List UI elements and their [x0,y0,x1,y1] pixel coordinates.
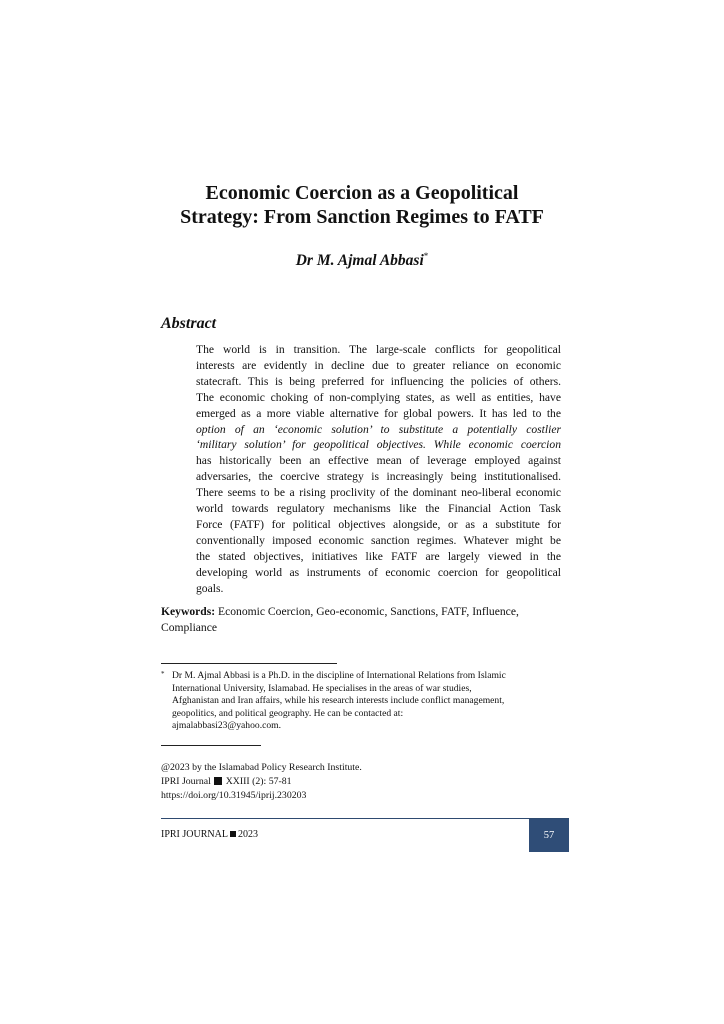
footnote-line: Dr M. Ajmal Abbasi is a Ph.D. in the discipline of International Relations from Islamic [172,670,506,681]
abstract-line: has historically been an effective mean of leverage employed against [196,454,561,468]
footnote-marker: * [161,670,165,678]
footer-journal: IPRI JOURNAL [161,829,228,840]
abstract-heading: Abstract [161,315,217,332]
square-bullet-icon [214,777,222,785]
title-line-1: Economic Coercion as a Geopolitical [205,182,519,204]
footnote-email[interactable]: ajmalabbasi23@yahoo.com. [172,720,282,732]
abstract-line: conventionally imposed economic sanction regimes. Whatever might be [196,533,561,547]
doi-link[interactable]: https://doi.org/10.31945/iprij.230203 [161,790,307,801]
keywords-text-continued: Compliance [161,621,218,634]
keywords-label: Keywords: [161,605,216,618]
abstract-line: Force (FATF) for political objectives alongside, or as a substitute for [196,517,561,531]
journal-name: IPRI Journal [161,776,211,787]
copyright-line: @2023 by the Islamabad Policy Research Institute. [161,762,362,773]
author-name: Dr M. Ajmal Abbasi [295,252,424,269]
abstract-line: emerged as a more viable alternative for global powers. It has led to the [196,406,561,420]
abstract-line: The world is in transition. The large-scale conflicts for geopolitical [196,343,561,356]
journal-citation [161,775,561,789]
abstract-line: There seems to be a rising proclivity of the dominant neo-liberal economic [196,486,561,500]
title-line-2: Strategy: From Sanction Regimes to FATF [180,206,544,228]
footnote-line: Afghanistan and Iran affairs, while his research interests include conflict management, [172,695,505,707]
abstract-body [196,342,561,597]
abstract-line: The economic choking of non-complying states, as well as entities, have [196,390,561,404]
author-line [100,251,624,271]
running-footer [161,828,258,842]
abstract-line: option of an ‘economic solution’ to substitute a potentially costlier [196,422,561,436]
abstract-line: goals. [196,581,224,595]
journal-volume: XXIII (2): 57-81 [225,776,292,787]
author-footnote-marker: * [423,251,429,261]
keywords [161,604,561,636]
square-bullet-icon [230,831,236,837]
paper-title [100,181,624,229]
abstract-line: interests are evidently in decline due to greater reliance on economic [196,358,561,372]
page-number: 57 [543,830,555,841]
copyright-block [161,761,561,803]
author-footnote [161,670,561,733]
copyright-divider [161,745,261,746]
footer-year: 2023 [237,829,258,840]
footnote-line: International University, Islamabad. He specialises in the areas of war studies, [172,682,472,694]
page-number-box [529,819,569,852]
abstract-line: adversaries, the coercive strategy is increasingly being institutionalised. [196,470,561,484]
keywords-text: Economic Coercion, Geo-economic, Sanctions, FATF, Influence, [215,605,519,618]
abstract-line: ‘military solution’ for geopolitical objectives. While economic coercion [196,438,561,452]
footnote-divider [161,663,337,664]
abstract-line: statecraft. This is being preferred for influencing the policies of others. [196,374,561,388]
abstract-line: the stated objectives, initiatives like FATF are largely viewed in the [196,549,561,563]
abstract-line: world towards regulatory mechanisms like the Financial Action Task [196,502,561,516]
footer-divider [161,818,569,819]
abstract-line: developing world as instruments of economic coercion for geopolitical [196,565,561,579]
footnote-line: geopolitics, and political geography. He can be contacted at: [172,707,404,719]
